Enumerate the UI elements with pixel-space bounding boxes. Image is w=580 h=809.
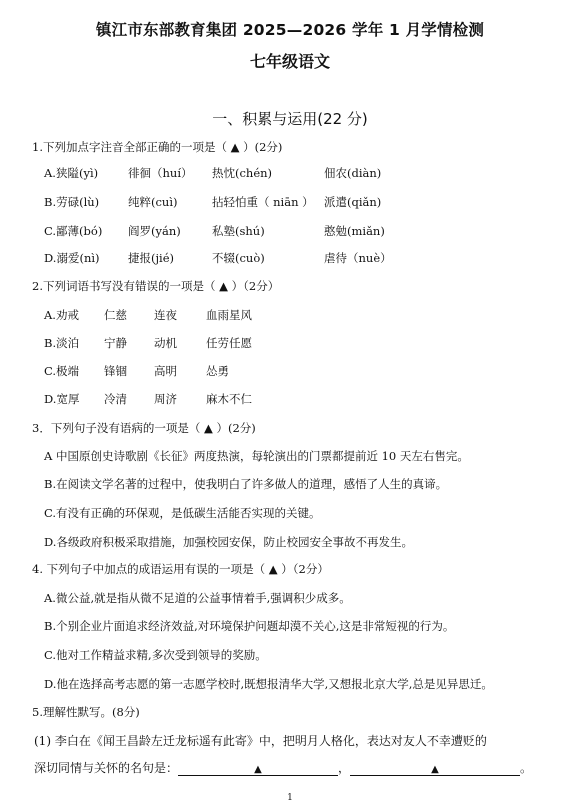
q4-option: C.他对工作精益求精,多次受到领导的奖励。 [44, 648, 267, 662]
q1-cell: A.狭隘(yì) [44, 166, 99, 180]
q1-cell: 不辍(cuò) [212, 251, 265, 265]
q1-cell: 佃农(diàn) [324, 166, 382, 180]
q1-cell: 派遣(qiǎn) [324, 195, 382, 209]
q2-cell: 血雨星风 [206, 308, 252, 322]
q2-cell: 冷清 [104, 392, 127, 406]
q1-cell: 捷报(jié) [128, 251, 175, 265]
q1-cell: 热忱(chén) [212, 166, 273, 180]
period: 。 [520, 761, 533, 775]
q3-option: C.有没有正确的环保观，是低碳生活能否实现的关键。 [44, 506, 321, 520]
section-title: 一、积累与运用(22 分) [212, 110, 368, 128]
q2-cell: C.极端 [44, 364, 80, 378]
q3-option: B.在阅读文学名著的过程中，使我明白了许多做人的道理，感悟了人生的真谛。 [44, 477, 448, 491]
q1-cell: 阎罗(yán) [128, 224, 181, 238]
q2-cell: 动机 [154, 336, 177, 350]
q2-cell: 周济 [154, 392, 177, 406]
q1-cell: 纯粹(cuì) [128, 195, 178, 209]
answer-blank-1[interactable] [178, 761, 338, 776]
q2-cell: 怂勇 [206, 364, 229, 378]
triangle-icon: ▲ [431, 764, 439, 775]
q2-cell: B.淡泊 [44, 336, 80, 350]
question-5-stem: 5.理解性默写。(8分) [32, 705, 140, 719]
q5-item-1: (1) 李白在《闻王昌龄左迁龙标遥有此寄》中，把明月人格化，表达对友人不幸遭贬的 [34, 734, 487, 748]
q2-cell: 锋锢 [104, 364, 127, 378]
question-3-stem: 3．下列句子没有语病的一项是（ ▲ ）(2分) [32, 421, 256, 435]
q3-option: A 中国原创史诗歌剧《长征》两度热演，每轮演出的门票都提前近 10 天左右售完。 [44, 449, 469, 463]
answer-blank-2[interactable] [350, 761, 520, 776]
q1-cell: 徘徊（huí） [128, 166, 193, 180]
q2-cell: 宁静 [104, 336, 127, 350]
q1-cell: C.鄙薄(bó) [44, 224, 103, 238]
question-1-stem: 1.下列加点字注音全部正确的一项是（ ▲ ）(2分) [32, 140, 283, 154]
question-4-stem: 4. 下列句子中加点的成语运用有误的一项是（ ▲ ）（2分） [32, 562, 329, 576]
q1-cell: D.溺爱(nì) [44, 251, 100, 265]
q4-option: D.他在选择高考志愿的第一志愿学校时,既想报清华大学,又想报北京大学,总是见异思迁。 [44, 677, 493, 691]
q1-cell: 憨勉(miǎn) [324, 224, 385, 238]
exam-subtitle: 七年级语文 [249, 52, 330, 71]
q2-cell: D.宽厚 [44, 392, 80, 406]
question-2-stem: 2.下列词语书写没有错误的一项是（ ▲ ）（2分） [32, 279, 280, 293]
q1-cell: 虐待（nuè） [324, 251, 392, 265]
q2-cell: 麻木不仁 [206, 392, 252, 406]
q5-prompt: 深切同情与关怀的名句是： [34, 761, 179, 775]
q1-cell: B.劳碌(lù) [44, 195, 100, 209]
q2-cell: 连夜 [154, 308, 177, 322]
q2-cell: 任劳任愿 [206, 336, 252, 350]
exam-title: 镇江市东部教育集团 2025—2026 学年 1 月学情检测 [95, 21, 485, 39]
triangle-icon: ▲ [254, 764, 262, 775]
q2-cell: 仁慈 [104, 308, 127, 322]
q5-item-1-answer-line [34, 759, 532, 776]
q4-option: A.微公益,就是指从微不足道的公益事情着手,强调积少成多。 [44, 591, 351, 605]
comma: ， [338, 761, 351, 775]
q2-cell: A.劝戒 [44, 308, 79, 322]
q4-option: B.个别企业片面追求经济效益,对环境保护问题却漠不关心,这是非常短视的行为。 [44, 619, 455, 633]
q2-cell: 高明 [154, 364, 177, 378]
page-number: 1 [287, 793, 293, 803]
q1-cell: 拈轻怕重（ niān ） [212, 195, 314, 209]
q1-cell: 私塾(shú) [212, 224, 265, 238]
q3-option: D.各级政府积极采取措施，加强校园安保，防止校园安全事故不再发生。 [44, 535, 413, 549]
